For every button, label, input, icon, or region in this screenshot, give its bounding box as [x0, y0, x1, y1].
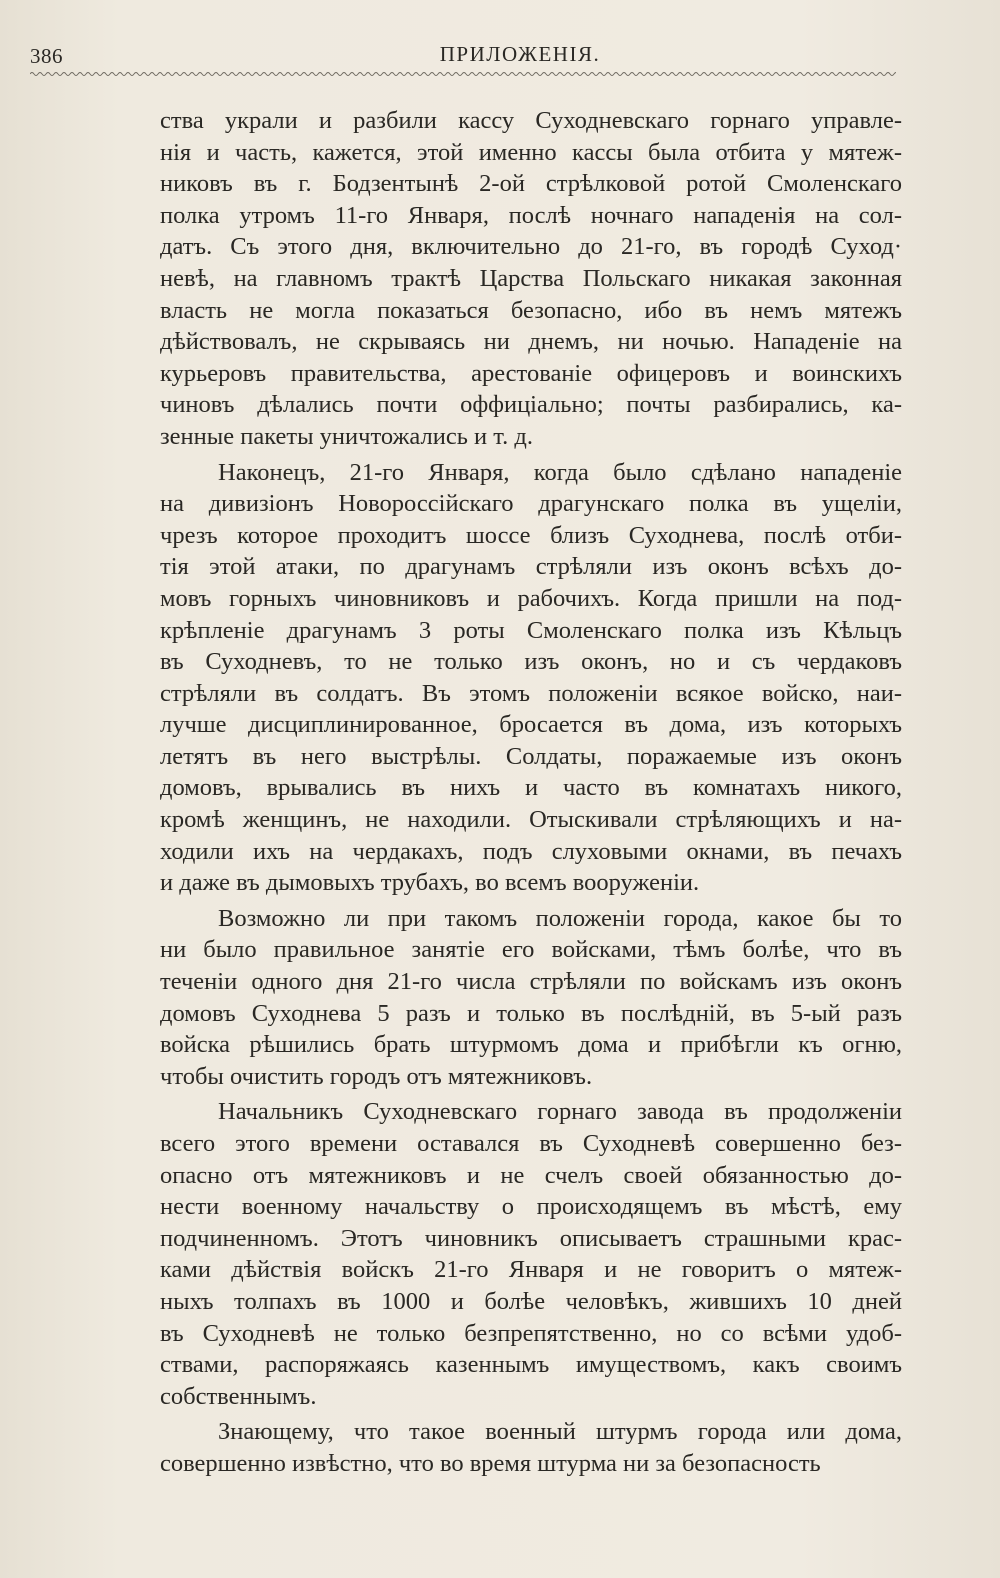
text-line: чтобы очистить городъ отъ мятежниковъ. — [160, 1062, 593, 1090]
running-title: ПРИЛОЖЕНІЯ. — [439, 42, 601, 66]
page-number: 386 — [30, 44, 63, 68]
text-line: нести военному начальству о происходящемъ въ мѣстѣ, ему — [160, 1193, 902, 1221]
text-line: лучше дисциплинированное, бросается въ дома, изъ которыхъ — [160, 711, 902, 739]
text-line: ками дѣйствія войскъ 21-го Января и не говоритъ о мятеж- — [160, 1256, 902, 1284]
text-line: невѣ, на главномъ трактѣ Царства Польскаго никакая законная — [160, 264, 902, 292]
text-line: въ Суходневѣ не только безпрепятственно, но со всѣми удоб- — [160, 1319, 902, 1347]
text-line: зенные пакеты уничтожались и т. д. — [160, 422, 533, 450]
text-line: въ Суходневъ, то не только изъ оконъ, но и съ чердаковъ — [160, 648, 902, 676]
text-line: чрезъ которое проходитъ шоссе близъ Суходнева, послѣ отби- — [160, 521, 902, 549]
paragraph — [160, 1416, 902, 1479]
text-line: нія и часть, кажется, этой именно кассы была отбита у мятеж- — [160, 138, 902, 166]
text-line: летятъ въ него выстрѣлы. Солдаты, поражаемые изъ оконъ — [160, 742, 902, 770]
text-line: войска рѣшились брать штурмомъ дома и прибѣгли къ огню, — [160, 1031, 902, 1059]
text-line: домовъ, врывались въ нихъ и часто въ комнатахъ никого, — [160, 774, 902, 802]
paragraph — [160, 105, 902, 453]
text-line: ствами, распоряжаясь казеннымъ имуществомъ, какъ своимъ — [160, 1351, 902, 1379]
text-line: никовъ въ г. Бодзентынѣ 2-ой стрѣлковой ротой Смоленскаго — [160, 170, 902, 198]
text-line: ныхъ толпахъ въ 1000 и болѣе человѣкъ, жившихъ 10 дней — [160, 1287, 902, 1315]
text-line: власть не могла показаться безопасно, ибо въ немъ мятежъ — [160, 296, 902, 324]
paragraph — [160, 1096, 902, 1412]
text-line: мовъ горныхъ чиновниковъ и рабочихъ. Когда пришли на под- — [160, 584, 902, 612]
text-line: на дивизіонъ Новороссійскаго драгунскаго полка въ ущеліи, — [160, 490, 902, 518]
text-line: кромѣ женщинъ, не находили. Отыскивали стрѣляющихъ и на- — [160, 806, 902, 834]
text-line: ни было правильное занятіе его войсками, тѣмъ болѣе, что въ — [160, 936, 902, 964]
text-line: Наконецъ, 21-го Января, когда было сдѣлано нападеніе — [218, 458, 902, 486]
body-text — [160, 105, 902, 1480]
text-line: теченіи одного дня 21-го числа стрѣляли по войскамъ изъ оконъ — [160, 968, 902, 996]
text-line: крѣпленіе драгунамъ 3 роты Смоленскаго полка изъ Кѣльцъ — [160, 616, 902, 644]
text-line: Знающему, что такое военный штурмъ города или дома, — [218, 1418, 902, 1446]
text-line: подчиненномъ. Этотъ чиновникъ описываетъ страшными крас- — [160, 1224, 902, 1252]
text-line: чиновъ дѣлались почти оффиціально; почты разбирались, ка- — [160, 391, 902, 419]
text-line: ства украли и разбили кассу Суходневскаго горнаго управле- — [160, 107, 902, 134]
text-line: ходили ихъ на чердакахъ, подъ слуховыми окнами, въ печахъ — [160, 837, 902, 865]
text-line: датъ. Съ этого дня, включительно до 21-го, въ городѣ Суход· — [160, 233, 902, 261]
text-line: собственнымъ. — [160, 1382, 317, 1410]
text-line: совершенно извѣстно, что во время штурма ни за безопасность — [160, 1449, 821, 1477]
text-line: и даже въ дымовыхъ трубахъ, во всемъ вооруженіи. — [160, 869, 700, 897]
header-wavy-rule — [30, 70, 896, 78]
text-line: полка утромъ 11-го Января, послѣ ночнаго нападенія на сол- — [160, 201, 902, 229]
paragraph — [160, 457, 902, 899]
text-line: всего этого времени оставался въ Суходневѣ совершенно без- — [160, 1130, 902, 1157]
paragraph — [160, 903, 902, 1093]
text-line: Начальникъ Суходневскаго горнаго завода въ продолженіи — [218, 1098, 902, 1126]
text-line: домовъ Суходнева 5 разъ и только въ послѣдній, въ 5-ый разъ — [160, 999, 902, 1027]
text-line: курьеровъ правительства, арестованіе офицеровъ и воинскихъ — [160, 359, 902, 387]
text-line: опасно отъ мятежниковъ и не счелъ своей обязанностью до- — [160, 1161, 902, 1189]
text-line: тія этой атаки, по драгунамъ стрѣляли изъ оконъ всѣхъ до- — [160, 553, 902, 581]
text-line: дѣйствовалъ, не скрываясь ни днемъ, ни ночью. Нападеніе на — [160, 328, 902, 356]
text-line: стрѣляли въ солдатъ. Въ этомъ положеніи всякое войско, наи- — [160, 679, 902, 707]
text-line: Возможно ли при такомъ положеніи города, какое бы то — [218, 904, 902, 932]
